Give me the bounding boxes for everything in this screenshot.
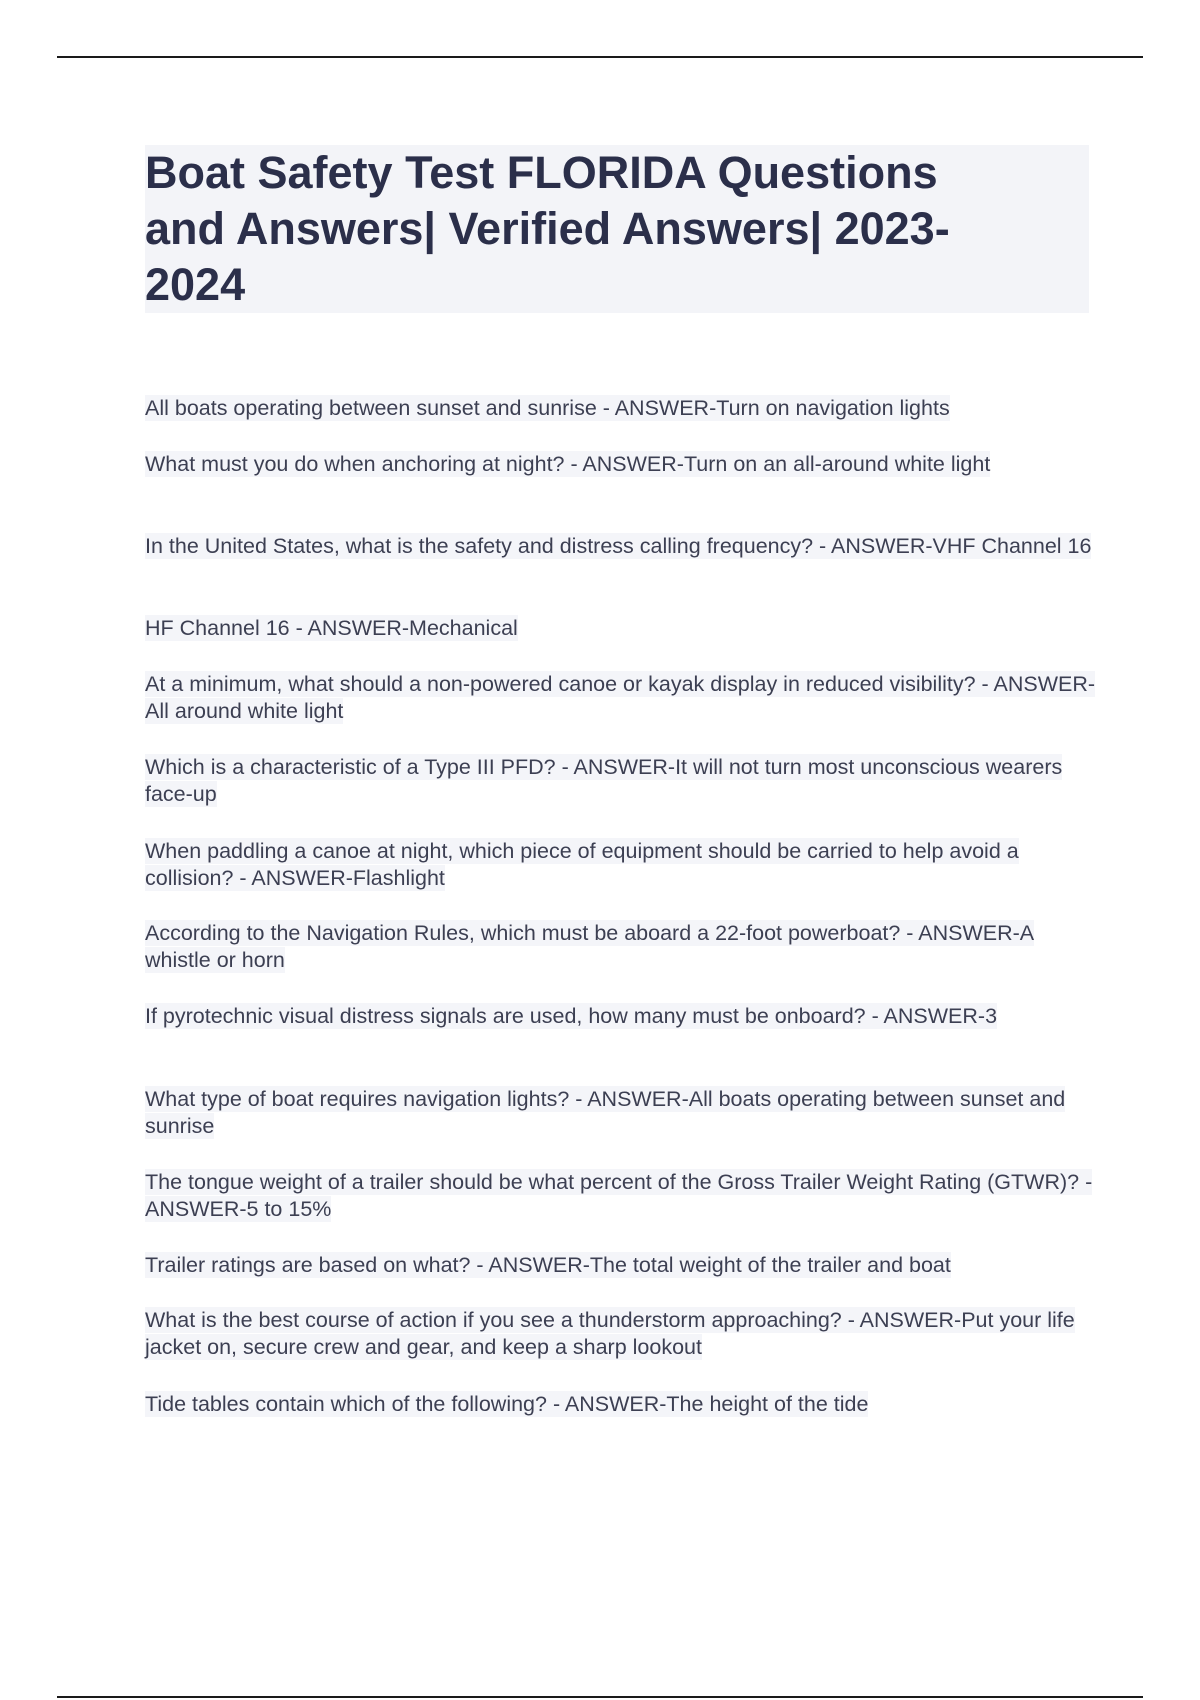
qa-text: Which is a characteristic of a Type III PFD? - ANSWER-It will not turn most unconscious wearers face-up — [145, 755, 1063, 806]
qa-item — [145, 533, 1095, 560]
qa-text: The tongue weight of a trailer should be what percent of the Gross Trailer Weight Rating (GTWR)? - ANSWER-5 to 15% — [145, 1170, 1093, 1221]
qa-item — [145, 1307, 1095, 1361]
qa-item — [145, 615, 1095, 642]
qa-text: If pyrotechnic visual distress signals are used, how many must be onboard? - ANSWER-3 — [145, 1004, 998, 1028]
qa-text: In the United States, what is the safety and distress calling frequency? - ANSWER-VHF Channel 16 — [145, 534, 1092, 558]
qa-item — [145, 920, 1095, 974]
qa-text: At a minimum, what should a non-powered canoe or kayak display in reduced visibility? - ANSWER-All around white light — [145, 672, 1096, 723]
qa-item — [145, 395, 1095, 422]
qa-text: All boats operating between sunset and sunrise - ANSWER-Turn on navigation lights — [145, 396, 950, 420]
qa-text: What is the best course of action if you see a thunderstorm approaching? - ANSWER-Put your life jacket on, secure crew and gear, and keep a sharp lookout — [145, 1308, 1075, 1359]
title-block — [145, 145, 1089, 313]
top-rule — [57, 56, 1143, 58]
qa-text: What type of boat requires navigation lights? - ANSWER-All boats operating between sunset and sunrise — [145, 1087, 1066, 1138]
qa-item — [145, 1391, 1095, 1418]
qa-item — [145, 1169, 1095, 1223]
qa-text: HF Channel 16 - ANSWER-Mechanical — [145, 616, 518, 640]
bottom-rule — [57, 1696, 1143, 1698]
qa-text: When paddling a canoe at night, which piece of equipment should be carried to help avoid a collision? - ANSWER-Flashlight — [145, 839, 1019, 890]
document-title: Boat Safety Test FLORIDA Questions and Answers| Verified Answers| 2023- 2024 — [145, 147, 950, 310]
qa-item — [145, 1003, 1095, 1030]
qa-item — [145, 451, 1095, 478]
qa-text: What must you do when anchoring at night? - ANSWER-Turn on an all-around white light — [145, 452, 991, 476]
qa-item — [145, 1086, 1095, 1140]
qa-text: Tide tables contain which of the following? - ANSWER-The height of the tide — [145, 1392, 869, 1416]
qa-item — [145, 838, 1095, 892]
qa-item — [145, 1252, 1095, 1279]
qa-item — [145, 754, 1095, 808]
qa-text: According to the Navigation Rules, which must be aboard a 22-foot powerboat? - ANSWER-A whistle or horn — [145, 921, 1035, 972]
qa-item — [145, 671, 1095, 725]
qa-text: Trailer ratings are based on what? - ANSWER-The total weight of the trailer and boat — [145, 1253, 951, 1277]
